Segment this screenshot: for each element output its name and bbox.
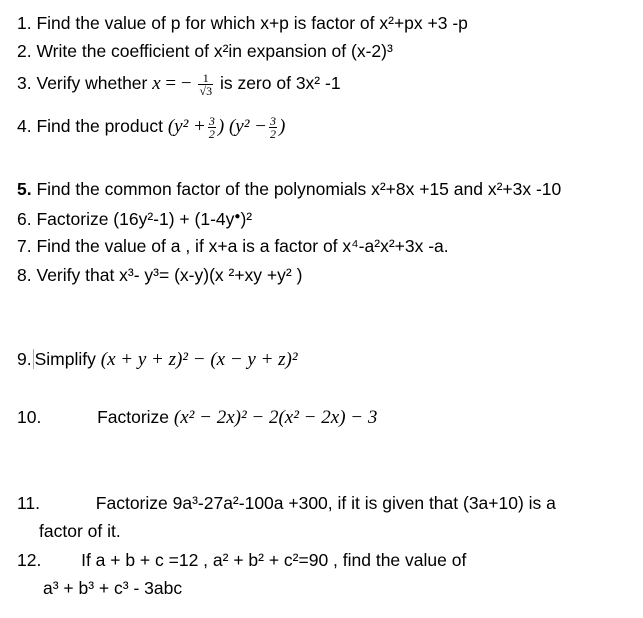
math-fraction	[269, 115, 277, 140]
question-5	[17, 177, 561, 201]
question-text: If a + b + c =12 , a² + b² + c²=90 , find the value of	[81, 550, 467, 570]
question-number: 11.	[17, 493, 41, 513]
question-number: 4.	[17, 116, 32, 136]
math-fraction	[198, 72, 213, 97]
question-text: Find the value of p for which x+p is factor of x²+px +3 -p	[36, 13, 468, 33]
question-2	[17, 39, 393, 63]
math-factor-2	[228, 114, 286, 142]
math-equals: = −	[160, 73, 192, 94]
question-9	[17, 347, 298, 372]
question-prefix: Find the product	[36, 116, 163, 136]
question-text-before: Factorize (16y²-1) + (1-4y	[36, 209, 235, 229]
cursor-marker-icon: ●	[234, 211, 241, 222]
math-variable: x	[152, 73, 161, 94]
question-number: 1.	[17, 13, 32, 33]
question-number: 2.	[17, 41, 32, 61]
math-expression: (x² − 2x)² − 2(x² − 2x) − 3	[173, 407, 378, 428]
question-11	[17, 491, 556, 515]
question-text: Find the value of a , if x+a is a factor of x⁴-a²x²+3x -a.	[36, 236, 449, 256]
question-number: 10.	[17, 407, 42, 427]
question-text: factor of it.	[39, 521, 121, 541]
question-number: 8.	[17, 265, 32, 285]
question-7	[17, 234, 449, 258]
question-4	[17, 114, 285, 140]
question-label: Factorize	[97, 407, 170, 427]
question-number: 3.	[17, 73, 32, 93]
math-factor-1	[167, 114, 229, 142]
question-number: 7.	[17, 236, 32, 256]
question-11-continued	[39, 519, 121, 543]
question-10	[17, 405, 377, 430]
question-number: 6.	[17, 209, 32, 229]
question-suffix: is zero of 3x² -1	[219, 73, 341, 93]
fraction-numerator: 3	[208, 114, 215, 129]
question-text: Verify that x³- y³= (x-y)(x ²+xy +y² )	[36, 265, 303, 285]
question-text-after: )²	[240, 209, 253, 229]
math-fraction	[208, 115, 216, 140]
question-12	[17, 548, 466, 572]
fraction-denominator: 2	[208, 127, 215, 142]
question-12-continued	[43, 576, 182, 600]
question-3	[17, 71, 341, 97]
question-number: 12.	[17, 550, 42, 570]
fraction-numerator: 1	[198, 72, 213, 85]
question-prefix: Verify whether	[36, 73, 153, 93]
question-1	[17, 11, 468, 35]
question-text: Find the common factor of the polynomials x²+8x +15 and x²+3x -10	[36, 179, 562, 199]
question-6	[17, 205, 252, 231]
question-text: a³ + b³ + c³ - 3abc	[43, 578, 183, 598]
text-cursor	[33, 349, 34, 369]
factor-1-right: )	[217, 116, 225, 137]
question-text: Write the coefficient of x²in expansion of (x-2)³	[36, 41, 393, 61]
fraction-numerator: 3	[269, 114, 276, 129]
question-number: 5.	[17, 179, 32, 199]
fraction-denominator: 2	[269, 127, 276, 142]
fraction-denominator: √3	[199, 83, 213, 98]
question-text: Factorize 9a³-27a²-100a +300, if it is given that (3a+10) is a	[95, 493, 556, 513]
question-label: Simplify	[34, 349, 96, 369]
question-number: 9.	[17, 349, 32, 369]
factor-2-left: (y² −	[228, 116, 267, 137]
math-expression: (x + y + z)² − (x − y + z)²	[100, 349, 298, 370]
factor-1-left: (y² +	[167, 116, 206, 137]
question-8	[17, 263, 302, 287]
factor-2-right: )	[278, 116, 286, 137]
